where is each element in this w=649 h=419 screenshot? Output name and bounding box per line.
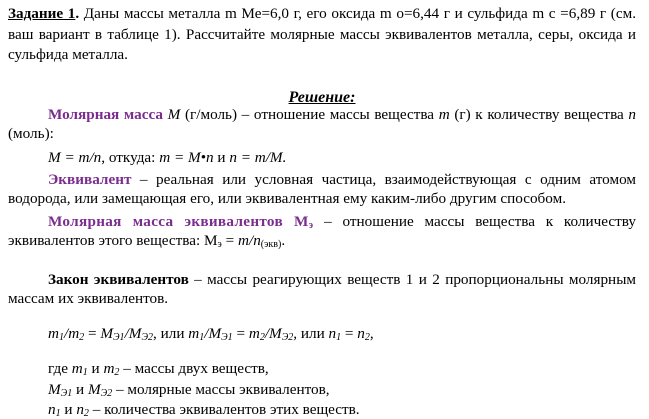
molar-mass-formula: M = m/n, откуда: m = M•n и n = m/M. [48,149,287,166]
equivalent-term: Эквивалент [48,171,132,188]
solution-heading: Решение: [288,89,356,106]
where-line-1: где $m_1$ и $m_2$ – массы двух веществ, [48,360,269,378]
molar-mass-equivalents-term: Молярная масса эквивалентов М [48,213,309,230]
molar-mass-paragraph: Молярная масса М (г/моль) – отношение массы вещества m (г) к количеству вещества n (моль): [8,106,637,142]
law-of-equivalents-paragraph: Закон эквивалентов – массы реагирующих веществ 1 и 2 пропорциональны молярным массам их эквивалентов. [8,271,637,307]
equivalents-equation: $m_1/m_2 = M_{Э1}/M_{Э2}$, или $m_1/M_{Э1} = m_2/M_{Э2}$, или $n_1 = n_2$, [48,325,374,343]
task-label: Задание 1 [8,5,76,22]
where-line-2: $M_{Э1}$ и $M_{Э2}$ – молярные массы эквивалентов, [48,381,330,399]
law-term: Закон эквивалентов [48,271,189,288]
equivalent-paragraph: Эквивалент – реальная или условная частица, взаимодействующая с одним атомом водорода, или замещающая его, или эквивалентная ему каким-либо другим способом. [8,171,636,207]
task-paragraph: Задание 1. Даны массы металла m Ме=6,0 г, его оксида m о=6,44 г и сульфида m с =6,89 г (см. ваш вариант в таблице 1). Рассчитайте молярные массы эквивалентов металла, серы, оксида и сульфида металла. [8,5,636,63]
where-line-3: $n_1$ и $n_2$ – количества эквивалентов этих веществ. [48,401,360,419]
molar-mass-equivalents-paragraph: Молярная масса эквивалентов $М_э$ – отношение массы вещества к количеству эквивалентов этого вещества: $М_э = m/n_{(экв)}$. [8,213,636,250]
task-text: Даны массы металла m Ме=6,0 г, его оксида m о=6,44 г и сульфида m с =6,89 г (см. ваш вариант в таблице 1). Рассчитайте молярные массы эквивалентов металла, серы, оксида и сульфида металла. [8,5,636,63]
molar-mass-term: Молярная масса [48,106,164,123]
